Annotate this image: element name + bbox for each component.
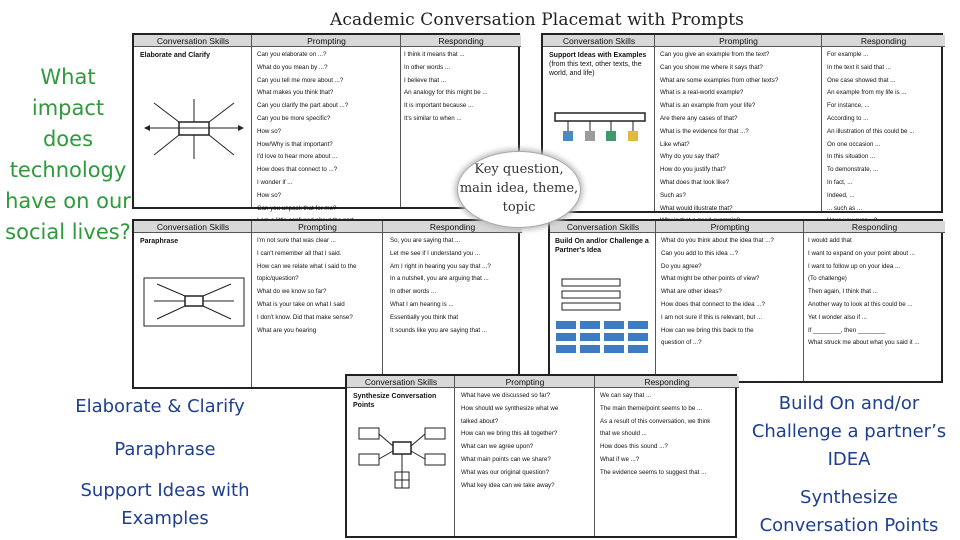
essential-question: What impact does technology have on our social lives?	[5, 65, 131, 244]
header-skills: Conversation Skills	[550, 221, 656, 233]
placemat-title: Academic Conversation Placemat with Prompts	[330, 10, 744, 30]
card-build-challenge	[548, 219, 943, 383]
card-support-examples	[541, 33, 943, 213]
skill-name: Elaborate and Clarify	[140, 52, 211, 59]
responding-list: I think it means that ... In other words ... I believe that ... An analogy for this might be ... It is important because ... It's similar to when ...	[404, 51, 488, 122]
skill-name: Paraphrase	[140, 238, 179, 245]
card-paraphrase	[132, 219, 520, 389]
header-prompting: Prompting	[252, 35, 401, 47]
responding-list: So, you are saying that ... Let me see if I understand you ... Am I right in hearing you say that ...? In a nutshell, you are arguing that ... In other words ... What I am hearing is ... Essentially you think that It sounds like you are saying that ...	[390, 237, 491, 334]
header-skills: Conversation Skills	[347, 376, 455, 388]
header-skills: Conversation Skills	[543, 35, 655, 47]
label-build-challenge: Build On and/or Challenge a partner’s IDEA	[751, 393, 947, 470]
header-responding: Responding	[383, 221, 522, 233]
support-diagram-icon	[553, 111, 647, 145]
header-responding: Responding	[822, 35, 945, 47]
skill-subtext: (from this text, other texts, the world, and life)	[549, 61, 642, 77]
header-prompting: Prompting	[252, 221, 383, 233]
key-question-bubble: Key question, main idea, theme, topic	[457, 151, 581, 228]
responding-list: I would add that I want to expand on your point about ... I want to follow up on your idea ... (To challenge) Then again, I think that ... Another way to look at this could be ... Yet I wonder also if ... If ________, then ________ What struck me about what you said it ...	[808, 237, 920, 347]
header-responding: Responding	[401, 35, 521, 47]
header-skills: Conversation Skills	[134, 35, 252, 47]
skill-name: Synthesize Conversation Points	[353, 393, 437, 409]
responding-list: We can say that ... The main theme/point seems to be ... As a result of this conversation, we think that we should ... How does this sound ...? What if we ...? The evidence seems to suggest that ...	[600, 392, 711, 476]
responding-list: For example ... In the text it said that ... One case showed that ... An example from my life is ... For instance, ... According to ... An illustration of this could be ... On one occasion ... In this situation ... To demonstrate, ... In fact, ... Indeed, ... ... such as ...	[827, 51, 915, 212]
prompting-list: What do you think about the idea that ...? Can you add to this idea ...? Do you agree? What might be other points of view? What are other ideas? How does that connect to the idea ...? I am not sure if this is relevant, but ... How can we bring this back to the question of ...?	[661, 237, 774, 347]
card-synthesize	[345, 374, 737, 538]
elaborate-diagram-icon	[142, 97, 246, 163]
prompting-list: What have we discussed so far? How should we synthesize what we talked about? How can we bring this all together? What can we agree upon? What main points can we share? What was our original question? What key idea can we take away?	[461, 392, 559, 489]
label-support-examples: Support Ideas with Examples	[80, 480, 250, 529]
paraphrase-diagram-icon	[142, 276, 246, 328]
label-synthesize: Synthesize Conversation Points	[759, 487, 939, 536]
build-diagram-icon	[556, 277, 652, 357]
prompting-list: I'm not sure that was clear ... I can't remember all that I said. How can we relate what I said to the topic/question? What do we know so far? What is your take on what I said I don't know. Did that make sense? What are you hearing	[257, 237, 357, 334]
header-responding: Responding	[804, 221, 945, 233]
header-prompting: Prompting	[655, 35, 822, 47]
skill-name: Build On and/or Challenge a Partner's Idea	[555, 238, 649, 254]
prompting-list: Can you give an example from the text? Can you show me where it says that? What are some examples from other texts? What is a real-world example? What is an example from your life? Are there any cases of that? What is the evidence for that ...? Like what? Why do you say that? How do you justify that? What does that look like? Such as? What would illustrate that?	[660, 51, 779, 212]
label-elaborate-clarify: Elaborate & Clarify	[75, 396, 245, 417]
skill-name: Support Ideas with Examples	[549, 52, 647, 59]
prompting-list: Can you elaborate on ...? What do you mean by ...? Can you tell me more about ...? What makes you think that? Can you clarify the part about ...? Can you be more specific? How so? How/Why is that important? I'd love to hear more about ... How does that connect to ...? I wonder if ... How so? Can you unpack that for me?	[257, 51, 349, 212]
synthesize-diagram-icon	[355, 424, 449, 494]
header-skills: Conversation Skills	[134, 221, 252, 233]
header-prompting: Prompting	[656, 221, 804, 233]
label-paraphrase: Paraphrase	[114, 439, 216, 460]
header-responding: Responding	[595, 376, 739, 388]
header-prompting: Prompting	[455, 376, 595, 388]
